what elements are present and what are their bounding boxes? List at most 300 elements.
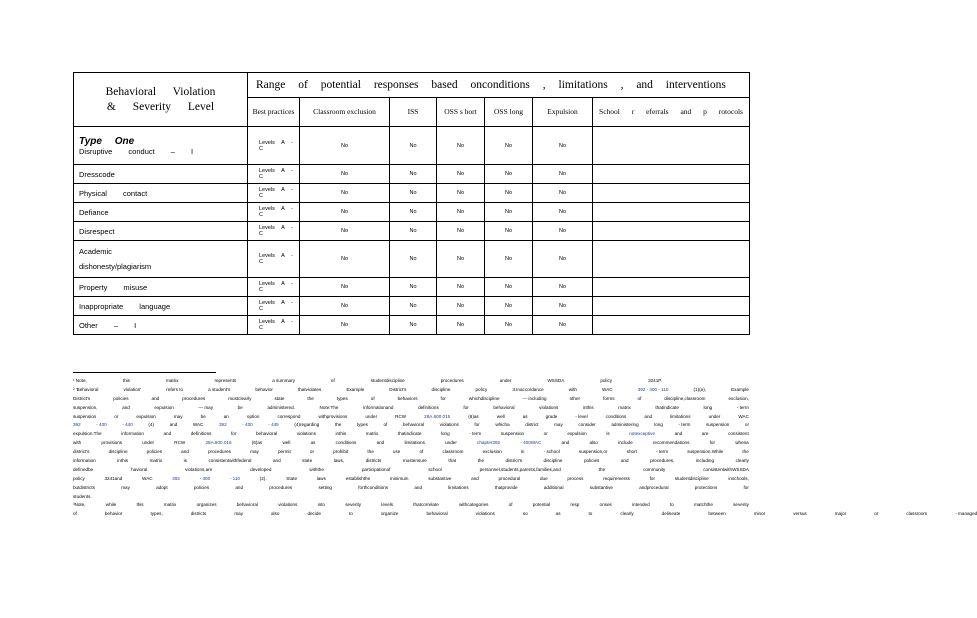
footnote-word: requirements	[603, 475, 630, 481]
column-expulsion: Expulsion	[533, 98, 593, 127]
behavior-name-cell	[74, 203, 248, 222]
footnote-word: may	[250, 449, 259, 455]
footnote-word: substantive	[589, 484, 613, 490]
school-referrals-cell	[593, 241, 750, 278]
footnote-word: exclusion	[482, 449, 502, 455]
footnote-word: consider	[578, 422, 596, 428]
footnote-word: thatprovide	[494, 484, 518, 490]
response-cell: No	[390, 203, 437, 222]
footnote-word: expulsion	[567, 431, 587, 437]
footnote-word: is	[183, 458, 187, 464]
footnote-word: for	[649, 475, 656, 481]
footnote-word: with	[568, 386, 577, 392]
footnote-word: district	[525, 422, 539, 428]
footnote-word: so	[522, 511, 528, 517]
footnote-word: in	[520, 449, 525, 455]
footnote-word: setting	[318, 484, 332, 490]
footnote-word: to	[348, 511, 353, 517]
footnote-word: - 400WAC	[520, 440, 542, 446]
footnote-word: under	[499, 378, 512, 383]
footnote-word: policies	[193, 484, 210, 490]
footnote-word: - managed	[955, 511, 977, 517]
footnote-word: inthis	[335, 431, 347, 437]
footnote-line	[73, 493, 749, 502]
behavior-name: Inappropriate language	[79, 301, 171, 311]
levels-cell: Levels A - C	[248, 241, 300, 278]
footnote-word: RCW	[174, 440, 186, 446]
footnote-word: informationand	[363, 404, 394, 410]
footnote-word: laws,	[333, 458, 345, 464]
footnote-word: and	[620, 458, 629, 464]
footnote-word: matrix	[165, 378, 179, 383]
footnote-word: withthe	[309, 466, 324, 472]
footnote-word: grade	[545, 413, 558, 419]
response-cell: No	[390, 297, 437, 316]
footnote-word: short	[626, 449, 637, 455]
response-cell: No	[390, 127, 437, 165]
footnote-word: notexceptive	[629, 431, 656, 437]
footnote-word: that	[448, 458, 457, 464]
footnote-word: - 440	[122, 422, 133, 428]
response-cell: No	[533, 184, 593, 203]
response-cell: No	[300, 222, 390, 241]
column-oss-short: OSS s hort	[437, 98, 485, 127]
footnote-word: onses	[599, 502, 612, 508]
footnote-word: under	[708, 413, 721, 419]
footnote-separator	[73, 372, 216, 373]
footnote-word: discipline	[543, 458, 563, 464]
footnote-word: including	[695, 458, 715, 464]
footnote-word: havioral	[131, 466, 148, 472]
footnote-word: recommendations	[652, 440, 690, 446]
response-cell: No	[533, 203, 593, 222]
footnote-word: and	[151, 395, 160, 401]
response-cell: No	[533, 165, 593, 184]
footnote-word: mustclearly	[228, 395, 252, 401]
footnote-line	[73, 439, 749, 448]
footnote-line	[73, 510, 977, 519]
footnote-word: for	[709, 440, 715, 446]
footnote-word: minor	[753, 511, 766, 517]
footnote-word: suspension,or	[578, 449, 608, 455]
footnote-word: districts	[190, 511, 207, 517]
behavior-name-cell	[74, 127, 248, 165]
footnote-word: well	[496, 413, 505, 419]
footnote-word: violations	[475, 511, 495, 517]
footnote-word: — including	[522, 395, 547, 401]
footnote-word: of	[330, 378, 335, 383]
footnote-word: - 400	[96, 422, 107, 428]
response-cell: No	[485, 316, 533, 335]
footnote-word: suspension	[706, 422, 730, 428]
footnote-word: violations	[278, 502, 298, 508]
behavior-name: Property misuse	[79, 282, 148, 292]
footnote-word: - term	[656, 449, 669, 455]
behavior-name-cell	[74, 241, 248, 278]
range-of-responses-header: Range of potential responses based onconditions , limitations , and interventions	[248, 73, 750, 98]
response-cell: No	[485, 127, 533, 165]
behavior-name-cell	[74, 184, 248, 203]
response-cell: No	[533, 297, 593, 316]
response-cell: No	[533, 316, 593, 335]
column-iss: ISS	[390, 98, 437, 127]
footnote-word: districts	[365, 458, 382, 464]
footnote-word: procedures	[182, 395, 206, 401]
footnote-word: limitations	[404, 440, 425, 446]
footnote-word: whicha	[495, 422, 510, 428]
footnote-word: or	[543, 431, 548, 437]
footnote-line	[73, 386, 749, 395]
behavior-severity-header	[74, 73, 248, 127]
response-cell: No	[300, 127, 390, 165]
footnote-word: expulsion.The	[73, 431, 102, 437]
footnote-word: 392	[73, 422, 81, 428]
footnote-word: provisions	[101, 440, 123, 446]
column-best-practices: Best practices	[248, 98, 300, 127]
footnote-word: and	[644, 413, 653, 419]
footnote-word: be	[237, 404, 243, 410]
footnote-word: protections	[694, 484, 718, 490]
footnote-word: may	[554, 422, 563, 428]
footnote-word: butdistricts	[73, 484, 95, 490]
footnote-word: withprovisions	[318, 413, 348, 419]
response-cell: No	[300, 241, 390, 278]
footnote-word: and	[235, 484, 244, 490]
behavior-name-cell	[74, 278, 248, 297]
footnote-word: and	[181, 449, 189, 455]
school-referrals-cell	[593, 316, 750, 335]
footnote-word: and	[122, 404, 130, 410]
footnote-word: whichdiscipline	[468, 395, 500, 401]
footnote-word: adopt	[156, 484, 168, 490]
footnote-word: severity	[733, 502, 749, 508]
behavior-name: Physical contact	[79, 188, 148, 198]
behavior-name: Other – I	[79, 320, 137, 330]
footnote-word: procedures	[207, 449, 231, 455]
footnote-word: for	[440, 395, 446, 401]
response-cell: No	[533, 127, 593, 165]
footnote-word: long	[654, 422, 663, 428]
footnote-word: expulsion	[154, 404, 174, 410]
matrix-row-disrespect	[74, 222, 750, 241]
footnote-word: resp	[570, 502, 580, 508]
footnote-word: suspension	[500, 431, 525, 437]
footnote-word: other	[569, 395, 581, 401]
footnote-word: substantive	[428, 475, 452, 481]
response-cell: No	[390, 241, 437, 278]
footnote-word: is	[606, 431, 610, 437]
footnote-word: information	[73, 458, 96, 464]
footnote-word: expulsion	[136, 413, 156, 419]
footnote-word: intended	[632, 502, 650, 508]
response-cell: No	[437, 222, 485, 241]
levels-cell: Levels A - C	[248, 278, 300, 297]
footnote-word: (4)regarding	[294, 422, 320, 428]
response-cell: No	[390, 165, 437, 184]
column-oss-long: OSS long	[485, 98, 533, 127]
footnote-word: consistentwithfederal	[208, 458, 252, 464]
behavior-name: Disrespect	[79, 226, 115, 236]
footnote-word: limitations	[670, 413, 691, 419]
footnote-word: inschools,	[728, 475, 749, 481]
levels-cell: Levels A - C	[248, 127, 300, 165]
footnote-word: policy	[475, 386, 488, 392]
footnote-word: policies	[146, 449, 162, 455]
footnote-word: potential	[532, 502, 551, 508]
footnote-word: for	[231, 431, 237, 437]
footnote-word: of	[73, 511, 77, 517]
footnote-word: refers to	[166, 386, 184, 392]
footnote-word: forthconditions	[358, 484, 389, 490]
footnote-word: and	[674, 431, 683, 437]
footnote-word: suspension.While	[687, 449, 724, 455]
footnote-word: participationof	[361, 466, 391, 472]
footnote-word: policies	[113, 395, 129, 401]
footnote-word: — may	[198, 404, 214, 410]
footnote-word: as	[522, 413, 528, 419]
footnote-word: policy	[73, 475, 85, 481]
footnote-word: an	[223, 413, 229, 419]
behavior-name: Dresscode	[79, 169, 115, 179]
footnote-word: 392 - 400 - 110	[637, 386, 669, 392]
footnote-word: WAC	[142, 475, 153, 481]
footnote-word: between	[708, 511, 726, 517]
footnote-word: and	[471, 475, 479, 481]
footnote-word: District's	[73, 395, 91, 401]
footnote-word: behaviors	[397, 395, 418, 401]
behavior-header-line-2: & Severity Level	[106, 100, 215, 113]
response-cell: No	[300, 165, 390, 184]
footnote-word: administered.	[267, 404, 295, 410]
footnote-line	[73, 484, 749, 493]
levels-cell: Levels A - C	[248, 184, 300, 203]
footnote-word: Example	[731, 386, 749, 392]
footnote-word: for	[474, 422, 480, 428]
footnote-word: permit	[277, 449, 291, 455]
footnote-word: consistentwithWSSDA	[703, 466, 749, 472]
footnote-word: or	[744, 422, 749, 428]
footnote-line	[73, 430, 749, 439]
footnote-word: District's	[389, 386, 407, 392]
footnote-word: discipline	[431, 386, 451, 392]
response-cell: No	[437, 241, 485, 278]
footnote-word: or	[874, 511, 879, 517]
response-cell: No	[437, 184, 485, 203]
response-cell: No	[437, 165, 485, 184]
footnote-word: (6)as	[251, 440, 263, 446]
footnote-word: for	[743, 484, 749, 490]
footnote-word: matchthe	[693, 502, 713, 508]
footnote-word: into	[317, 502, 325, 508]
response-cell: No	[533, 278, 593, 297]
footnote-line	[73, 475, 749, 484]
behavior-name: Defiance	[79, 207, 109, 217]
footnote-word: suspension,	[73, 404, 98, 410]
footnote-word: matrix	[163, 502, 177, 508]
footnote-word: of	[637, 395, 642, 401]
footnote-word: school	[428, 466, 442, 472]
school-referrals-cell	[593, 278, 750, 297]
footnote-word: discipline	[108, 449, 128, 455]
footnote-word: a summary	[272, 378, 295, 383]
footnote-word: definitions	[190, 431, 212, 437]
footnote-word: 392	[172, 475, 180, 481]
footnote-word: the	[334, 422, 342, 428]
footnote-word: under	[142, 440, 155, 446]
footnote-word: withcategories	[459, 502, 489, 508]
footnote-word: - term	[678, 422, 691, 428]
levels-cell: Levels A - C	[248, 297, 300, 316]
behavior-name: Disruptive conduct – I	[79, 146, 194, 156]
footnote-word: under	[365, 413, 378, 419]
footnote-word: definedbe	[73, 466, 94, 472]
footnote-line	[73, 413, 749, 422]
footnote-word: behavioral	[255, 431, 278, 437]
footnote-word: well	[282, 440, 291, 446]
footnote-word: behavior	[255, 386, 273, 392]
response-cell: No	[437, 203, 485, 222]
footnote-word: of	[383, 422, 388, 428]
footnote-word: state	[274, 395, 285, 401]
footnote-word: discipline,classroom	[664, 395, 706, 401]
footnote-word: 28A.600.015	[205, 440, 232, 446]
footnote-word: 392	[218, 422, 227, 428]
footnote-word: or	[309, 449, 314, 455]
footnote-word: long	[703, 404, 713, 410]
footnote-word: - school	[543, 449, 560, 455]
footnote-word: decide	[307, 511, 321, 517]
footnote-word: ² 'Behavioral	[73, 386, 99, 392]
footnote-word: - 400	[199, 475, 211, 481]
footnote-word: delineate	[661, 511, 681, 517]
footnote-line	[73, 421, 749, 430]
response-cell: No	[300, 297, 390, 316]
footnote-word: (1)(a),	[693, 386, 707, 392]
response-cell: No	[485, 165, 533, 184]
footnote-word: policies	[584, 458, 600, 464]
footnote-word: behavioral	[426, 511, 448, 517]
footnote-word: severity	[345, 502, 362, 508]
footnote-word: exclusion,	[728, 395, 749, 401]
footnote-word: as	[310, 440, 316, 446]
footnote-word: violation'	[123, 386, 142, 392]
footnote-line	[73, 448, 749, 457]
footnote-word: - 445	[268, 422, 279, 428]
column-school-referrals: School r eferrals and p rotocols	[593, 98, 750, 127]
footnote-word: may	[173, 413, 183, 419]
footnote-word: violations,are	[185, 466, 213, 472]
footnote-word: and	[272, 458, 281, 464]
footnote-word: definitions	[418, 404, 439, 410]
footnote-word: suspension	[73, 413, 97, 419]
footnote-word: or	[114, 413, 119, 419]
footnote-word: of	[508, 502, 513, 508]
footnote-word: mustensure	[402, 458, 427, 464]
footnote-word: (2).	[259, 475, 267, 481]
footnote-word: are	[701, 431, 709, 437]
response-cell: No	[300, 184, 390, 203]
footnote-word: State	[286, 475, 298, 481]
matrix-row-defiance	[74, 203, 750, 222]
footnote-word: personnel,students,parents,families,and	[479, 466, 561, 472]
footnote-word: clearly	[735, 458, 749, 464]
footnote-word: community	[643, 466, 666, 472]
footnote-word: and	[163, 431, 172, 437]
footnote-word: this	[136, 502, 144, 508]
footnote-word: studentdiscipline	[370, 378, 405, 383]
footnote-word: chapter392	[477, 440, 501, 446]
footnote-word: inthis	[582, 404, 594, 410]
footnote-word: matrix	[149, 458, 163, 464]
response-cell: No	[390, 278, 437, 297]
footnote-word: and	[169, 422, 178, 428]
response-cell: No	[437, 278, 485, 297]
footnote-word: and	[561, 440, 570, 446]
column-classroom-exclusion: Classroom exclusion	[300, 98, 390, 127]
footnote-word: procedures,	[650, 458, 675, 464]
footnote-word: types,	[150, 511, 163, 517]
footnote-word: (6)as	[468, 413, 479, 419]
footnote-line	[73, 466, 749, 475]
levels-cell: Levels A - C	[248, 165, 300, 184]
matrix-row-other-i	[74, 316, 750, 335]
response-cell: No	[300, 203, 390, 222]
footnotes	[73, 377, 977, 519]
footnote-word: policy	[600, 378, 613, 383]
footnote-word: of	[370, 395, 375, 401]
school-referrals-cell	[593, 184, 750, 203]
footnote-word: a student's	[208, 386, 231, 392]
footnote-word: forms	[603, 395, 615, 401]
footnote-word: minimum	[389, 475, 409, 481]
matrix-row-physical-contact	[74, 184, 750, 203]
footnote-word: due	[539, 475, 548, 481]
behavior-header-line-1: Behavioral Violation	[105, 85, 216, 98]
response-cell: No	[390, 184, 437, 203]
footnote-word: procedures	[269, 484, 293, 490]
footnote-word: classroom	[442, 449, 464, 455]
footnote-line	[73, 395, 749, 404]
footnote-line	[73, 377, 749, 386]
footnote-word: matrix	[365, 431, 379, 437]
footnote-word: to	[588, 511, 593, 517]
footnote-word: 3.Inaccordance	[512, 386, 544, 392]
footnote-word: consistent	[728, 431, 749, 437]
footnote-word: Note:The	[319, 404, 339, 410]
matrix-body	[74, 127, 750, 335]
footnote-word: represents	[214, 378, 237, 383]
footnote-word: as	[555, 511, 561, 517]
footnote-word: correspond	[277, 413, 301, 419]
school-referrals-cell	[593, 127, 750, 165]
footnote-word: WAC	[738, 413, 749, 419]
footnote-word: behavioral	[236, 502, 258, 508]
footnote-word: - term	[736, 404, 749, 410]
footnote-word: laws	[316, 475, 326, 481]
footnote-word: - 400	[242, 422, 253, 428]
footnote-word: be	[200, 413, 206, 419]
footnote-word: WAC	[192, 422, 204, 428]
footnote-word: district's	[73, 449, 90, 455]
footnote-word: - 110	[229, 475, 240, 481]
footnote-word: - term	[469, 431, 482, 437]
footnote-word: option	[246, 413, 260, 419]
matrix-row-academic-dishonesty-plagiarism	[74, 241, 750, 278]
footnote-word: inthis	[117, 458, 129, 464]
footnote-word: prohibit	[333, 449, 349, 455]
response-cell: No	[485, 222, 533, 241]
footnote-line	[73, 404, 749, 413]
